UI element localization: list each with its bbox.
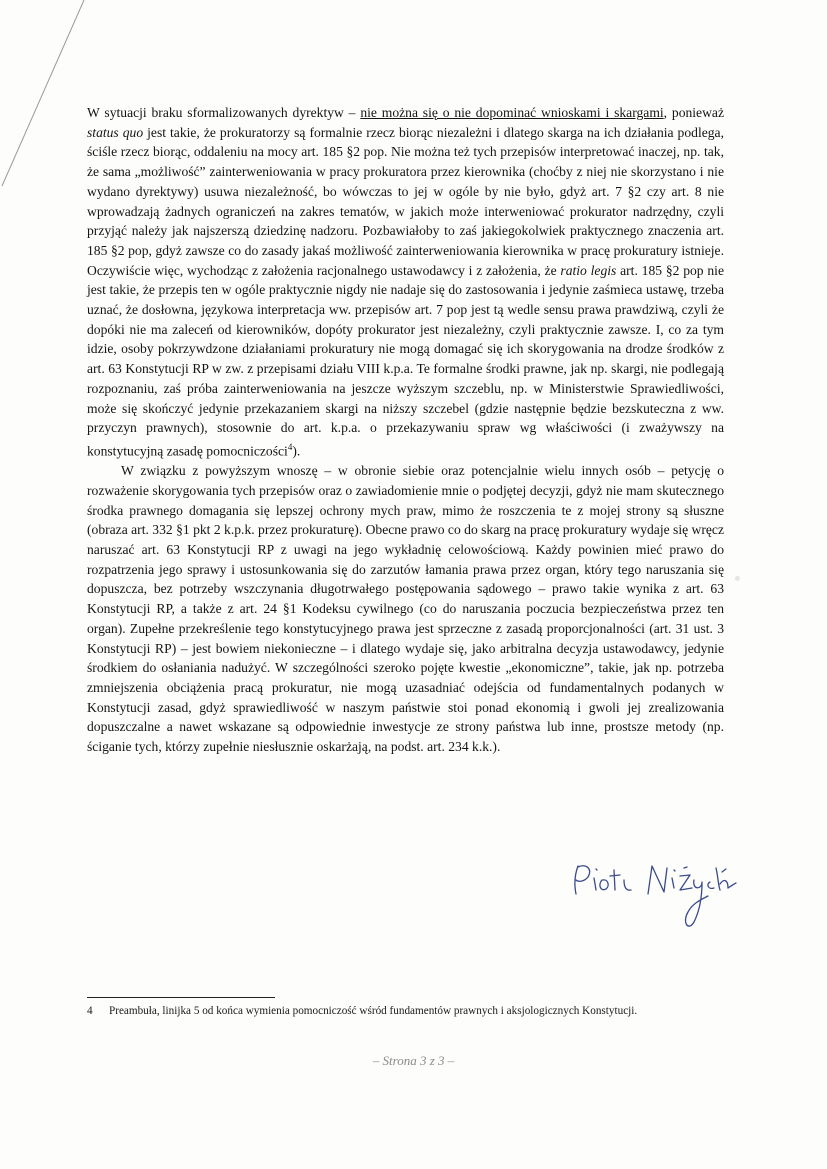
footnote-separator — [87, 997, 275, 998]
scan-speck — [735, 576, 740, 581]
p1-text-d: art. 185 §2 pop nie jest takie, że przepis ten w ogóle praktycznie nigdy nie nadaje się do zastosowania i jedynie zaśmieca ustawę, trzeba uznać, że dosłowna, językowa interpretacja ww. przepisów art. 7 pop jest tą wedle sensu prawa prawdziwą, czyli że dopóki nie ma zaleceń od kierowników, dopóty prokurator jest niezależny, czyli praktycznie zawsze. I, co za tym idzie, osoby pokrzywdzone działaniami prokuratury nie mogą domagać się ich skorygowania na drodze środków z art. 63 Konstytucji RP w zw. z przepisami działu VIII k.p.a. Te formalne środki prawne, jak np. skargi, nie podlegają rozpoznaniu, zaś próba zainterweniowania na jeszcze wyższym szczeblu, np. w Ministerstwie Sprawiedliwości, może się skończyć jedynie przekazaniem skargi na niższy szczebel (gdzie następnie będzie bezskuteczna z ww. przyczyn prawnych), stosownie do art. k.p.a. o przekazywaniu spraw wg właściwości (i zważywszy na konstytucyjną zasadę pomocniczości — [87, 262, 724, 459]
p1-italic-status-quo: status quo — [87, 124, 144, 140]
p1-text-a: W sytuacji braku sformalizowanych dyrektyw – — [87, 105, 361, 120]
footnote-text: Preambuła, linijka 5 od końca wymienia pomocniczość wśród fundamentów prawnych i aksjologicznych Konstytucji. — [109, 1005, 638, 1017]
paragraph-2: W związku z powyższym wnoszę – w obronie siebie oraz potencjalnie wielu innych osób – petycję o rozważenie skorygowania tych przepisów oraz o zawiadomienie mnie o podjętej decyzji, gdyż nie mam skutecznego środka prawnego domagania się lepszej ochrony mych praw, mimo że roszczenia te z mojej strony są słuszne (obraza art. 332 §1 pkt 2 k.p.k. przez prokuraturę). Obecne prawo co do skarg na pracę prokuratury wydaje się wręcz naruszać art. 63 Konstytucji RP z uwagi na jego wykładnię celowościową. Każdy powinien mieć prawo do rozpatrzenia jego sprawy i ustosunkowania się do zarzutów łamania prawa przez organ, który tego naruszania się dopuszcza, bez potrzeby wszczynania długotrwałego postępowania sądowego – prawo takie wynika z art. 63 Konstytucji RP, a także z art. 24 §1 Kodeksu cywilnego (co do naruszania poczucia bezpieczeństwa przez ten organ). Zupełne przekreślenie tego konstytucyjnego prawa jest sprzeczne z zasadą proporcjonalności (art. 31 ust. 3 Konstytucji RP) – jest bowiem niekonieczne – i dlatego wydaje się, jako arbitralna decyzja ustawodawcy, jedynie środkiem do osłaniania nadużyć. W szczególności szeroko pojęte kwestie „ekonomiczne”, takie, jak np. potrzeba zmniejszenia obciążenia pracą prokuratur, nie mogą uzasadniać odejścia od fundamentalnych podanych w Konstytucji zasad, gdyż sprawiedliwość w naszym państwie stoi ponad ekonomią i gwoli jej zrealizowania dopuszczalne a nawet wskazane są odpowiednie inwestycje ze strony państwa lub inne, prostsze metody (np. ściganie tych, którzy zupełnie niesłusznie oskarżają, na podst. art. 234 k.k.). — [87, 463, 724, 755]
p1-text-b: , ponieważ — [663, 105, 724, 120]
p1-underlined-phrase: nie można się o nie dopominać wnioskami i skargami — [360, 105, 664, 120]
p1-italic-ratio-legis: ratio legis — [560, 262, 617, 278]
p1-text-c: jest takie, że prokuratorzy są formalnie rzecz biorąc niezależni i dlatego skarga na ich działania podlega, ściśle rzecz biorąc, oddaleniu na mocy art. 185 §2 pop. Nie można też tych przepisów interpretować inaczej, np. tak, że sama „możliwość” zainterweniowania w pracy prokuratora przez kierownika (choćby z niej nie skorzystano i nie wydano dyrektywy) usuwa niezależność, bo wówczas to jej w ogóle by nie było, gdyż art. 7 §2 czy art. 8 nie wprowadzają żadnych ograniczeń na zakres tematów, w jakich może interweniować prokurator nadrzędny, czyli przyjąć należy jak najszerszą dziedzinę nadzoru. Pozbawiałoby to zaś jakiegokolwiek praktycznego znaczenia art. 185 §2 pop, gdyż zawsze co do zasady jakaś możliwość zainterweniowania kierownika w pracę prokuratury istnieje. Oczywiście więc, wychodząc z założenia racjonalnego ustawodawcy i z założenia, że — [87, 124, 724, 278]
footnote — [87, 1004, 724, 1019]
p1-text-e: ). — [292, 443, 301, 459]
paragraph-1 — [87, 103, 724, 461]
footnote-ref[interactable]: 4 — [287, 441, 293, 452]
footnote-number: 4 — [87, 1005, 93, 1017]
scan-edge-line — [0, 0, 90, 200]
page-number-footer: – Strona 3 z 3 – — [372, 1053, 455, 1068]
letter-body — [87, 103, 724, 757]
handwritten-signature — [568, 860, 740, 938]
